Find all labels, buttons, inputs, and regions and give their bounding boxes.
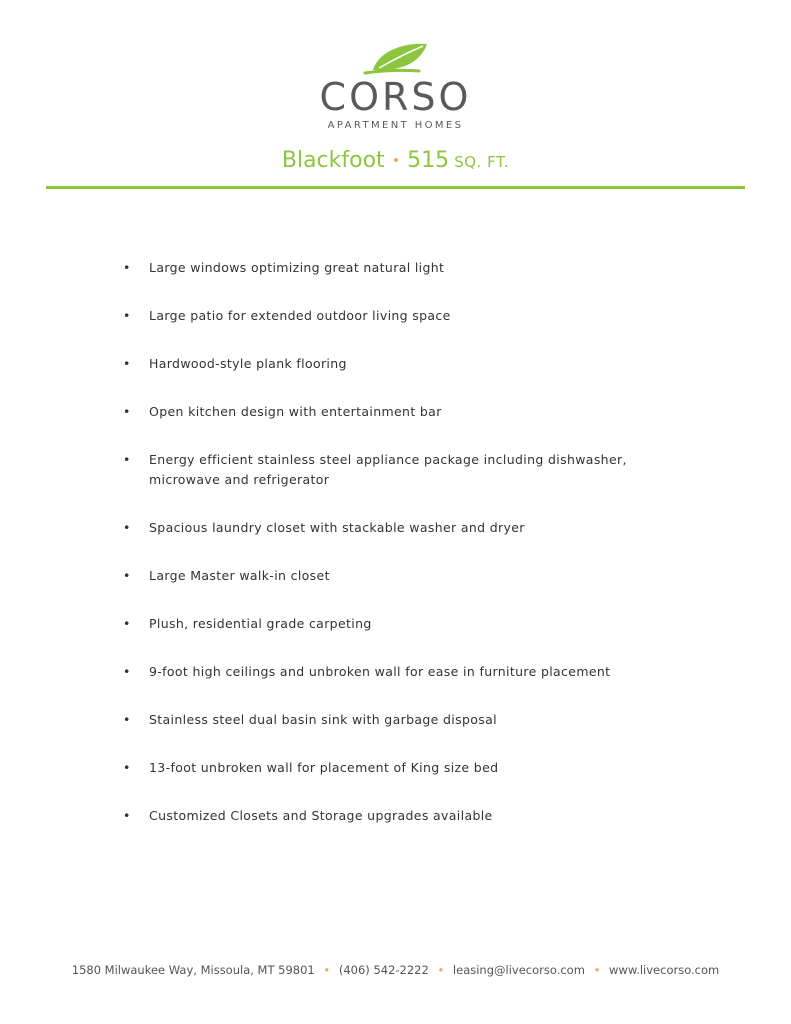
plan-title — [0, 146, 791, 178]
corso-logo — [0, 40, 791, 131]
plan-name: Blackfoot — [281, 148, 385, 173]
leaf-icon — [361, 40, 431, 76]
feature-item: • Large Master walk-in closet — [123, 566, 663, 586]
feature-item: • Hardwood-style plank flooring — [123, 354, 663, 374]
header-divider — [46, 186, 745, 189]
feature-item: • Open kitchen design with entertainment bar — [123, 402, 663, 422]
feature-item: • Customized Closets and Storage upgrades available — [123, 806, 663, 826]
plan-size: 515 — [407, 148, 450, 173]
feature-item: • Spacious laundry closet with stackable washer and dryer — [123, 518, 663, 538]
contact-footer — [0, 963, 791, 977]
footer-website: www.livecorso.com — [609, 963, 720, 977]
brand-tagline: APARTMENT HOMES — [327, 120, 464, 131]
feature-item: • Large windows optimizing great natural light — [123, 258, 663, 278]
feature-list — [123, 258, 663, 854]
feature-item: • 9-foot high ceilings and unbroken wall for ease in furniture placement — [123, 662, 663, 682]
brand-name: CORSO — [319, 75, 472, 119]
footer-address: 1580 Milwaukee Way, Missoula, MT 59801 — [71, 963, 315, 977]
footer-email: leasing@livecorso.com — [452, 963, 585, 977]
feature-item: • Plush, residential grade carpeting — [123, 614, 663, 634]
plan-title-separator: • — [391, 153, 401, 169]
feature-item: • Large patio for extended outdoor living space — [123, 306, 663, 326]
footer-separator: • — [437, 963, 445, 977]
feature-item: • 13-foot unbroken wall for placement of King size bed — [123, 758, 663, 778]
feature-item: • Stainless steel dual basin sink with garbage disposal — [123, 710, 663, 730]
footer-phone: (406) 542-2222 — [338, 963, 429, 977]
footer-separator: • — [323, 963, 331, 977]
footer-separator: • — [593, 963, 601, 977]
plan-size-unit: SQ. FT. — [454, 153, 510, 171]
feature-item: • Energy efficient stainless steel appliance package including dishwasher, microwave and refrigerator — [123, 450, 663, 490]
